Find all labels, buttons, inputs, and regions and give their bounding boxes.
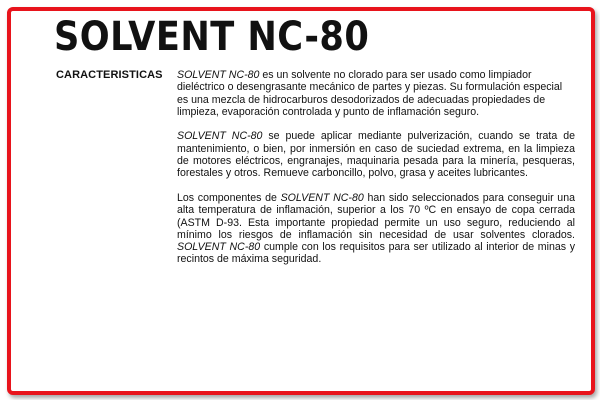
product-name: SOLVENT NC-80 bbox=[177, 69, 260, 81]
paragraph-3-text: han sido seleccionados para conseguir una alta temperatura de inflamación, superior a los 70 ºC en ensayo de copa cerrada (ASTM D-93. Esta importante propiedad permite un uso seguro, reduciendo al mínimo los riesgos de inflamación sin necesidad de usar solventes clorados. bbox=[177, 191, 575, 241]
paragraph-3-text-end: cumple con los requisitos para ser utilizado al interior de minas y recintos de máxima seguridad. bbox=[177, 241, 575, 266]
description-body bbox=[177, 69, 575, 278]
paragraph-1 bbox=[177, 69, 575, 118]
product-name: SOLVENT NC-80 bbox=[177, 130, 263, 143]
paragraph-1-text: es un solvente no clorado para ser usado como limpiador dieléctrico o desengrasante mecánico de partes y piezas. Su formulación especial es una mezcla de hidrocarburos desodorizados de adecuadas propiedades de limpieza, evaporación controlada y punto de inflamación seguro. bbox=[177, 69, 563, 118]
paragraph-3-prefix: Los componentes de bbox=[177, 191, 281, 204]
product-name: SOLVENT NC-80 bbox=[177, 241, 261, 254]
paragraph-2 bbox=[177, 130, 575, 179]
product-name: SOLVENT NC-80 bbox=[280, 191, 364, 204]
paragraph-3 bbox=[177, 192, 575, 266]
section-label-caracteristicas: CARACTERISTICAS bbox=[56, 69, 163, 81]
paragraph-2-text: se puede aplicar mediante pulverización, cuando se trata de mantenimiento, o bien, por inmersión en caso de suciedad extrema, en la limpieza de motores eléctricos, engranajes, maquinaria pesada para la minería, pesqueras, forestales y otros. Remueve carboncillo, polvo, grasa y aceites lubricantes. bbox=[177, 130, 575, 180]
page-title: SOLVENT NC-80 bbox=[54, 14, 370, 60]
